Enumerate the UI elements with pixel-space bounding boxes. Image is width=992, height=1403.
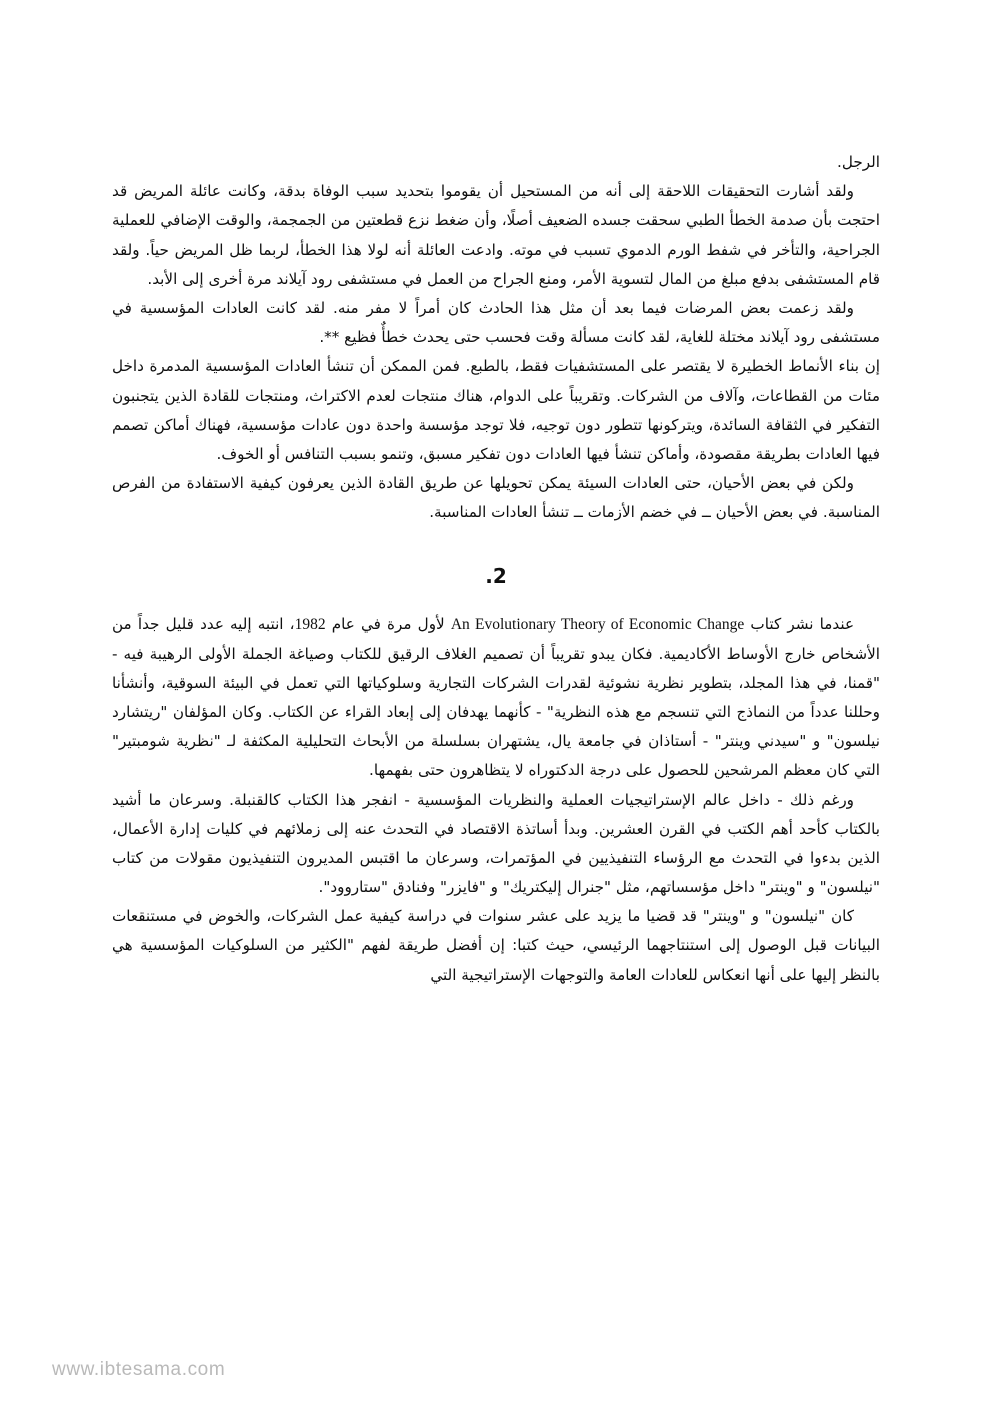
section-number: .2 bbox=[485, 564, 507, 589]
paragraph-6-seg-0: عندما نشر كتاب bbox=[744, 614, 854, 633]
paragraph-3: ولقد زعمت بعض المرضات فيما بعد أن مثل هذا الحادث كان أمراً لا مفر منه. لقد كانت العادات المؤسسية في مستشفى رود آيلاند مختلة للغاية، لقد كانت مسألة وقت فحسب حتى يحدث خطأٌ فظيع **. bbox=[112, 298, 880, 347]
paragraph-7: ورغم ذلك - داخل عالم الإستراتيجيات العملية والنظريات المؤسسية - انفجر هذا الكتاب كالقنبلة. وسرعان ما أشيد بالكتاب كأحد أهم الكتب في القرن العشرين. وبدأ أساتذة الاقتصاد في التحدث عنه إلى زملائهم في كليات إدارة الأعمال، الذين بدءوا في التحدث مع الرؤساء التنفيذيين في المؤتمرات، وسرعان ما اقتبس المديرون التنفيذيون مقولات من كتاب "نيلسون" و "وينتر" داخل مؤسساتهم، مثل "جنرال إليكتريك" و "فايزر" وفنادق "ستاروود". bbox=[112, 790, 880, 897]
year-latin: 1982 bbox=[294, 615, 326, 633]
book-title-latin: An Evolutionary Theory of Economic Change bbox=[450, 615, 745, 633]
watermark: www.ibtesama.com bbox=[52, 1359, 226, 1380]
paragraph-8: كان "نيلسون" و "وينتر" قد قضيا ما يزيد على عشر سنوات في دراسة كيفية عمل الشركات، والخوض في مستنقعات البيانات قبل الوصول إلى استنتاجهما الرئيسي، حيث كتبا: إن أفضل طريقة لفهم "الكثير من السلوكيات المؤسسية هي بالنظر إليها على أنها انعكاس للعادات العامة والتوجهات الإستراتيجية التي bbox=[112, 907, 880, 984]
paragraph-6-seg-2: لأول مرة في عام bbox=[325, 614, 451, 633]
paragraph-1: الرجل. bbox=[837, 153, 880, 171]
paragraph-6 bbox=[112, 610, 880, 786]
paragraph-6-seg-4: ، انتبه إليه عدد قليل جداً من الأشخاص خارج الأوساط الأكاديمية. فكان يبدو تقريباً أن تصميم الغلاف الرقيق للكتاب وصياغة الجملة الأولى الرهيبة فيه - "قمنا، في هذا المجلد، بتطوير نظرية نشوئية لقدرات الشركات التجارية وسلوكياتها التي تعمل في البيئة السوقية، وأنشأنا وحللنا عدداً من النماذج التي تنسجم مع هذه النظرية" - كأنهما يهدفان إلى إبعاد القراء عن الكتاب. وكان المؤلفان "ريتشارد نيلسون" و "سيدني وينتر" - أستاذان في جامعة يال، يشتهران بسلسلة من الأبحاث التحليلية المكثفة لـ "نظرية شومبتير" التي كان معظم المرشحين للحصول على درجة الدكتوراه لا يتظاهرون حتى بفهمها. bbox=[112, 614, 880, 780]
paragraph-2: ولقد أشارت التحقيقات اللاحقة إلى أنه من المستحيل أن يقوموا بتحديد سبب الوفاة بدقة، وكانت عائلة المريض قد احتجت بأن صدمة الخطأ الطبي سحقت جسده الضعيف أصلًا، وأن ضغط نزع قطعتين من الجمجمة، والوقت الإضافي للعملية الجراحية، والتأخر في شفط الورم الدموي تسبب في موته. وادعت العائلة أنه لولا هذا الخطأ، لربما ظل المريض حياً. ولقد قام المستشفى بدفع مبلغ من المال لتسوية الأمر، ومنع الجراح من العمل في مستشفى رود آيلاند مرة أخرى إلى الأبد. bbox=[112, 182, 880, 288]
page-body bbox=[112, 148, 880, 990]
paragraph-4: إن بناء الأنماط الخطيرة لا يقتصر على المستشفيات فقط، بالطبع. فمن الممكن أن تنشأ العادات المؤسسية المدمرة داخل مئات من القطاعات، وآلاف من الشركات. وتقريباً على الدوام، هناك منتجات لعدم الاكتراث، ومنتجات للقادة الذين يتجنبون التفكير في الثقافة السائدة، ويتركونها تتطور دون توجيه، فلا توجد مؤسسة واحدة دون عادات مؤسسية، فهناك أماكن تصمم فيها العادات بطريقة مقصودة، وأماكن تنشأ فيها العادات دون تفكير مسبق، وتنمو بسبب التنافس أو الخوف. bbox=[112, 357, 880, 463]
paragraph-5: ولكن في بعض الأحيان، حتى العادات السيئة يمكن تحويلها عن طريق القادة الذين يعرفون كيفية الاستفادة من الفرص المناسبة. في بعض الأحيان ــ في خضم الأزمات ــ تنشأ العادات المناسبة. bbox=[112, 474, 880, 522]
